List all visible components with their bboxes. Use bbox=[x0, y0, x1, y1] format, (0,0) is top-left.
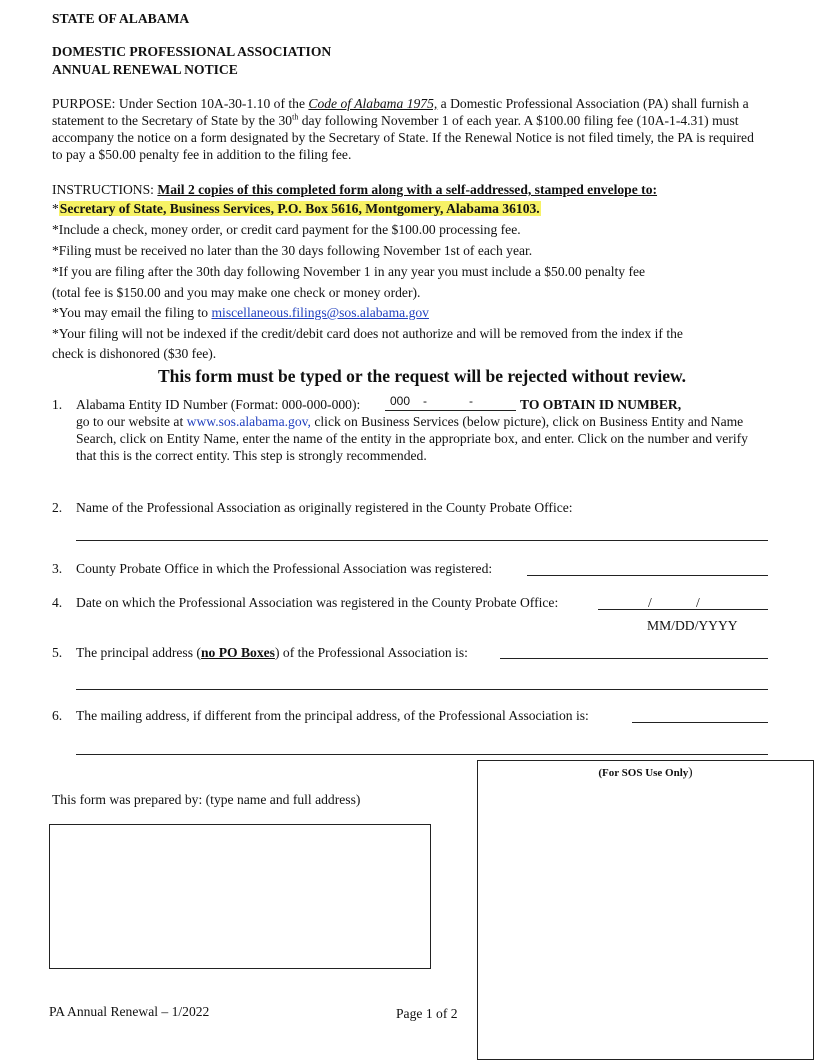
instruction-line-3: *If you are filing after the 30th day following November 1 in any year you must include a $50.00 penalty fee bbox=[52, 264, 646, 279]
item-1-help-a: go to our website at bbox=[76, 414, 187, 429]
purpose-superscript: th bbox=[292, 112, 299, 122]
typed-warning: This form must be typed or the request will be rejected without review. bbox=[157, 366, 687, 386]
sos-address: Secretary of State, Business Services, P.O. Box 5616, Montgomery, Alabama 36103. bbox=[59, 201, 540, 216]
instructions-heading bbox=[52, 181, 772, 198]
mailing-address-field-2[interactable] bbox=[76, 754, 768, 755]
obtain-id-heading: TO OBTAIN ID NUMBER, bbox=[520, 397, 682, 412]
mail-instruction: Mail 2 copies of this completed form along with a self-addressed, stamped envelope to: bbox=[157, 182, 658, 197]
item-2-label: Name of the Professional Association as originally registered in the County Probate Office: bbox=[76, 500, 573, 515]
instruction-line-6: *Your filing will not be indexed if the credit/debit card does not authorize and will be removed from the index if the bbox=[52, 326, 683, 341]
purpose-paragraph bbox=[52, 95, 764, 163]
item-1-number: 1. bbox=[52, 397, 63, 412]
entity-id-dash-2: - bbox=[469, 394, 473, 408]
no-po-boxes: no PO Boxes bbox=[200, 645, 275, 660]
footer-form-version: PA Annual Renewal – 1/2022 bbox=[49, 1004, 210, 1019]
entity-id-prefix: 000 bbox=[390, 394, 411, 408]
sos-use-only-box bbox=[477, 760, 814, 1060]
instruction-line-2: *Filing must be received no later than the 30 days following November 1st of each year. bbox=[52, 243, 533, 258]
instruction-email-line bbox=[52, 304, 429, 321]
code-reference: Code of Alabama 1975, bbox=[308, 96, 438, 111]
item-3-label: County Probate Office in which the Professional Association was registered: bbox=[76, 561, 493, 576]
sos-use-only-label bbox=[478, 763, 813, 782]
sos-label-text: (For SOS Use Only bbox=[598, 767, 689, 779]
email-lead: *You may email the filing to bbox=[52, 305, 212, 320]
purpose-tail: day following November 1 of each year. A $100.00 filing fee (10A-1-4.31) must accompany the notice on a form designated by the Secretary of State. If the Renewal Notice is not filed timely, the PA is required to pay a $50.00 penalty fee in addition to the filing fee. bbox=[52, 113, 754, 162]
item-2-number: 2. bbox=[52, 500, 63, 515]
entity-id-dash-1: - bbox=[423, 394, 427, 408]
purpose-mid: a Domestic Professional Association (PA) shall furnish a statement to the Secretary of State by the 30 bbox=[52, 96, 749, 128]
item-5-number: 5. bbox=[52, 645, 63, 660]
item-3-number: 3. bbox=[52, 561, 63, 576]
registration-date-field[interactable] bbox=[598, 609, 768, 610]
sos-label-paren: ) bbox=[688, 764, 693, 779]
footer-page-number: Page 1 of 2 bbox=[396, 1006, 458, 1021]
prepared-by-label: This form was prepared by: (type name and full address) bbox=[52, 792, 361, 807]
purpose-lead: PURPOSE: Under Section 10A-30-1.10 of the bbox=[52, 96, 309, 111]
item-5-lead: The principal address ( bbox=[76, 645, 201, 660]
date-format-hint: MM/DD/YYYY bbox=[647, 618, 738, 633]
item-6-label: The mailing address, if different from the principal address, of the Professional Association is: bbox=[76, 708, 589, 723]
item-5-tail: ) of the Professional Association is: bbox=[274, 645, 468, 660]
sos-address-line bbox=[52, 200, 541, 217]
mailing-address-field-1[interactable] bbox=[632, 722, 768, 723]
entity-id-field[interactable] bbox=[385, 410, 516, 411]
principal-address-field-1[interactable] bbox=[500, 658, 768, 659]
item-1-help bbox=[76, 413, 766, 464]
sos-website-link[interactable]: www.sos.alabama.gov, bbox=[186, 414, 311, 429]
form-title-line1: DOMESTIC PROFESSIONAL ASSOCIATION bbox=[52, 44, 332, 59]
form-title-line2: ANNUAL RENEWAL NOTICE bbox=[52, 62, 238, 77]
email-link[interactable]: miscellaneous.filings@sos.alabama.gov bbox=[211, 305, 429, 320]
instruction-line-7: check is dishonored ($30 fee). bbox=[52, 346, 217, 361]
pa-name-field[interactable] bbox=[76, 540, 768, 541]
date-slash-2: / bbox=[696, 595, 700, 610]
item-5-label bbox=[76, 644, 468, 661]
item-6-number: 6. bbox=[52, 708, 63, 723]
item-1-help-b: click on Business Services (below picture), click on Business Entity and Name Search, click on Entity Name, enter the name of the entity in the appropriate box, and enter. Click on the number and verify that this is the correct entity. This step is strongly recommended. bbox=[76, 414, 748, 463]
prepared-by-box[interactable] bbox=[49, 824, 431, 969]
instructions-label: INSTRUCTIONS: bbox=[52, 182, 158, 197]
date-slash-1: / bbox=[648, 595, 652, 610]
item-4-number: 4. bbox=[52, 595, 63, 610]
principal-address-field-2[interactable] bbox=[76, 689, 768, 690]
item-1-label: Alabama Entity ID Number (Format: 000-000-000): bbox=[76, 397, 361, 412]
address-star: * bbox=[52, 201, 59, 216]
county-probate-field[interactable] bbox=[527, 575, 768, 576]
instruction-line-4: (total fee is $150.00 and you may make one check or money order). bbox=[52, 285, 421, 300]
state-heading: STATE OF ALABAMA bbox=[52, 11, 190, 26]
instruction-line-1: *Include a check, money order, or credit card payment for the $100.00 processing fee. bbox=[52, 222, 521, 237]
item-4-label: Date on which the Professional Association was registered in the County Probate Office: bbox=[76, 595, 559, 610]
